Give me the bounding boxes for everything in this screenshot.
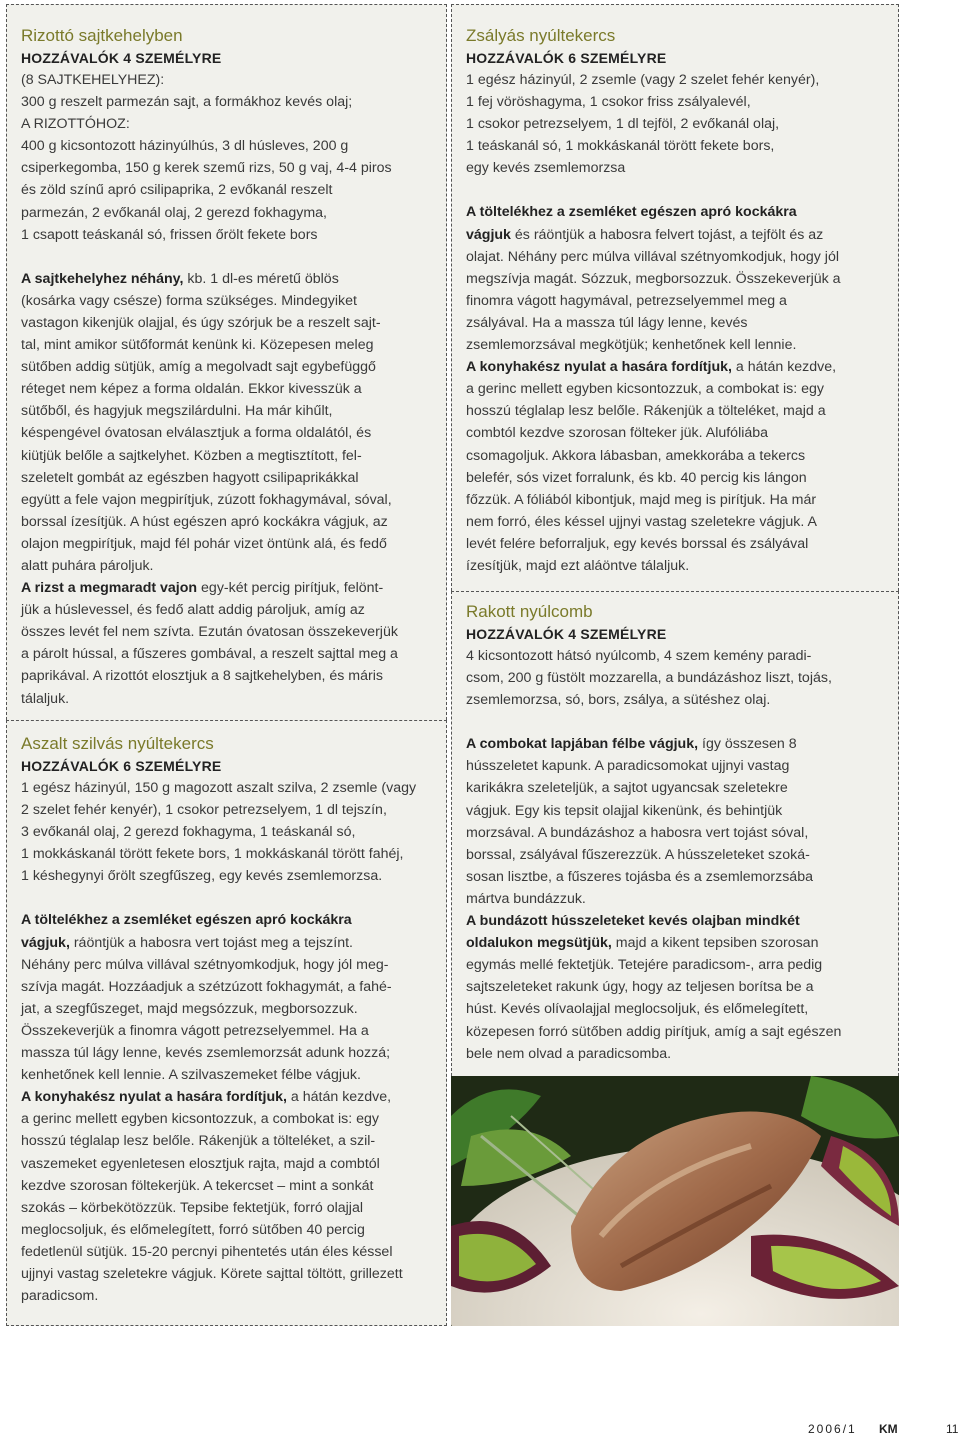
ingredient-line: 1 csokor petrezselyem, 1 dl tejföl, 2 evőkanál olaj, xyxy=(466,116,780,133)
method-text-run: karikákra szeleteljük, a sajtot ugyancsak szeletekre xyxy=(466,780,788,797)
method-emphasis: A sajtkehelyhez néhány, xyxy=(21,270,184,287)
method-text-run: bele nem olvad a paradicsomba. xyxy=(466,1045,672,1062)
method-text xyxy=(466,733,884,1064)
method-line xyxy=(21,290,432,312)
recipe-plum-roll xyxy=(6,720,447,1326)
method-line xyxy=(21,489,432,511)
ingredient-line: és zöld színű apró csilipaprika, 2 evőkanál reszelt xyxy=(21,182,333,199)
method-text-run: alatt puhára pároljuk. xyxy=(21,557,154,574)
method-text-run: a párolt hússal, a fűszeres gombával, a reszelt sajttal meg a xyxy=(21,646,398,663)
method-line xyxy=(466,822,884,844)
method-line xyxy=(466,334,884,356)
method-line xyxy=(21,1020,432,1042)
ingredient-line: 1 egész házinyúl, 2 zsemle (vagy 2 szelet fehér kenyér), xyxy=(466,72,820,88)
method-line xyxy=(466,312,884,334)
method-text-run: megszívja magát. Sózzuk, megborsozzuk. Összekeverjük a xyxy=(466,270,841,287)
method-text-run: ízesítjük, majd ezt aláöntve tálaljuk. xyxy=(466,557,690,574)
method-text-run: massza túl lágy lenne, kevés zsemlemorzsát adunk hozzá; xyxy=(21,1045,391,1062)
method-text xyxy=(21,909,432,1307)
method-line xyxy=(466,422,884,444)
method-text-run: a gerinc mellett egyben kicsontozzuk, a combokat is: egy xyxy=(21,1111,380,1128)
method-line xyxy=(21,1042,432,1064)
method-line xyxy=(21,1219,432,1241)
method-line xyxy=(21,909,432,931)
method-line xyxy=(21,1241,432,1263)
method-text-run: nem forró, éles késsel ujjnyi vastag szeletekre vágjuk. A xyxy=(466,513,817,530)
method-text-run: késpengével óvatosan elválasztjuk a forma oldalától, és xyxy=(21,425,372,442)
method-emphasis: oldalukon megsütjük, xyxy=(466,935,612,952)
method-line xyxy=(466,777,884,799)
ingredients-list xyxy=(466,69,884,179)
method-text-run: közepesen forró sütőben addig pirítjuk, amíg a sajt egészen xyxy=(466,1023,842,1040)
method-text-run: sütőből, és hagyjuk megszilárdulni. Ha már kihűlt, xyxy=(21,403,333,420)
recipe-title: Rizottó sajtkehelyben xyxy=(21,26,183,45)
method-line xyxy=(466,755,884,777)
method-line xyxy=(466,844,884,866)
method-text-run: sosan lisztbe, a fűszeres tojásba és a zsemlemorzsába xyxy=(466,868,813,885)
method-text-run: sütőben addig sütjük, amíg a megolvadt sajt egybefüggő xyxy=(21,359,376,376)
magazine-name: KM xyxy=(879,1422,898,1436)
method-text-run: jat, a szegfűszeget, majd megsózzuk, megborsozzuk. xyxy=(21,1000,358,1017)
servings-heading: HOZZÁVALÓK 6 SZEMÉLYRE xyxy=(21,758,222,774)
method-emphasis: vágjuk, xyxy=(21,934,70,951)
method-text-run: meglocsoljuk, és előmelegített, forró sütőben 40 percig xyxy=(21,1221,365,1238)
method-text-run: mártva bundázzuk. xyxy=(466,890,586,907)
method-line xyxy=(21,1064,432,1086)
method-text-run: borssal ízesítjük. A húst egészen apró kockákra vágjuk, az xyxy=(21,513,388,530)
method-text-run: paradicsom. xyxy=(21,1288,99,1305)
ingredient-line: 400 g kicsontozott házinyúlhús, 3 dl húsleves, 200 g xyxy=(21,138,349,155)
method-line xyxy=(466,400,884,422)
method-line xyxy=(466,378,884,400)
method-line xyxy=(466,866,884,888)
method-line xyxy=(466,533,884,555)
method-emphasis: A konyhakész nyulat a hasára fordítjuk, xyxy=(466,359,732,376)
method-line xyxy=(21,1197,432,1219)
method-line xyxy=(21,599,432,621)
method-line xyxy=(466,445,884,467)
method-line xyxy=(21,932,432,954)
method-line xyxy=(466,733,884,755)
method-line xyxy=(21,555,432,577)
method-text-run: (kosárka vagy csésze) forma szükséges. Mindegyiket xyxy=(21,292,357,309)
method-line xyxy=(466,976,884,998)
recipe-title: Aszalt szilvás nyúltekercs xyxy=(21,734,214,753)
method-text-run: majd a kikent tepsiben szorosan xyxy=(611,935,819,952)
method-line xyxy=(21,665,432,687)
method-emphasis: A rizst a megmaradt vajon xyxy=(21,580,198,597)
method-text-run: hosszú téglalap lesz belőle. Rákenjük a tölteléket, majd a xyxy=(466,403,826,420)
ingredient-line: 1 csapott teáskanál só, frissen őrölt fekete bors xyxy=(21,226,318,243)
method-text-run: Összekeverjük a finomra vágott petrezselyemmel. Ha a xyxy=(21,1022,369,1039)
method-line xyxy=(21,954,432,976)
method-text-run: kenhetőnek kell lennie. A szilvaszemeket félbe vágjuk. xyxy=(21,1067,361,1084)
method-text-run: jük a húslevessel, és fedő alatt addig pároljuk, amíg az xyxy=(21,602,365,619)
method-line xyxy=(466,800,884,822)
method-text-run: paprikával. A rizottót elosztjuk a 8 sajtkehelyben, és máris xyxy=(21,668,383,685)
method-text-run: kb. 1 dl-es méretű öblös xyxy=(183,270,339,287)
method-line xyxy=(21,1086,432,1108)
method-line xyxy=(466,201,884,223)
ingredient-line: 4 kicsontozott hátsó nyúlcomb, 4 szem kemény paradi- xyxy=(466,648,812,664)
ingredient-line: 3 evőkanál olaj, 2 gerezd fokhagyma, 1 teáskanál só, xyxy=(21,824,356,841)
method-text-run: főzzük. A fóliából kibontjuk, majd meg is pirítjuk. Ha már xyxy=(466,491,817,508)
ingredient-line: 2 szelet fehér kenyér), 1 csokor petrezselyem, 1 dl tejszín, xyxy=(21,802,387,819)
servings-heading: HOZZÁVALÓK 4 SZEMÉLYRE xyxy=(466,626,667,642)
servings-heading: HOZZÁVALÓK 4 SZEMÉLYRE xyxy=(21,50,222,66)
method-line xyxy=(21,577,432,599)
method-text-run: hússzeletet kapunk. A paradicsomokat ujjnyi vastag xyxy=(466,758,790,775)
method-text-run: Néhány perc múlva villával szétnyomkodjuk, hogy jól meg- xyxy=(21,956,389,973)
recipe-sage-roll xyxy=(451,4,899,591)
ingredients-list xyxy=(21,777,432,887)
method-text xyxy=(21,268,432,710)
method-text-run: zsályával. Ha a massza túl lágy lenne, kevés xyxy=(466,314,748,331)
ingredients-list xyxy=(21,69,432,246)
method-line xyxy=(21,1130,432,1152)
method-text-run: finomra vágott hagymával, petrezselyemmel meg a xyxy=(466,292,787,309)
method-line xyxy=(21,1153,432,1175)
method-line xyxy=(21,445,432,467)
method-text-run: és ráöntjük a habosra felvert tojást, a tejfölt és az xyxy=(510,226,824,243)
method-line xyxy=(21,511,432,533)
method-line xyxy=(466,998,884,1020)
method-text-run: vágjuk. Egy kis tepsit olajjal kikenünk, és behintjük xyxy=(466,802,783,819)
method-line xyxy=(466,356,884,378)
recipe-layered-leg xyxy=(451,591,899,1076)
method-line xyxy=(466,1043,884,1065)
method-line xyxy=(466,268,884,290)
ingredient-line: zsemlemorzsa, só, bors, zsálya, a sütéshez olaj. xyxy=(466,692,771,709)
method-text-run: belefér, sós vizet forralunk, és kb. 40 percig kis lángon xyxy=(466,469,807,486)
method-text-run: egy-két percig pirítjuk, felönt- xyxy=(197,580,384,597)
method-text-run: combtól kezdve szorosan fölteker jük. Alufóliába xyxy=(466,425,769,442)
method-text-run: így összesen 8 xyxy=(698,736,797,753)
method-text-run: borssal, zsályával fűszerezzük. A hússzeleteket szoká- xyxy=(466,846,810,863)
method-line xyxy=(21,1263,432,1285)
ingredient-line: egy kevés zsemlemorzsa xyxy=(466,160,626,177)
method-text-run: zsemlemorzsával megkötjük; kenhetőnek kell lennie. xyxy=(466,337,797,354)
method-text xyxy=(466,201,884,577)
method-text-run: szeletelt gombát az egészben hagyott csilipaprikákkal xyxy=(21,469,359,486)
ingredient-line: csiperkegomba, 150 g kerek szemű rizs, 50 g vaj, 4-4 piros xyxy=(21,160,392,177)
ingredient-line: 1 mokkáskanál törött fekete bors, 1 mokkáskanál törött fahéj, xyxy=(21,846,404,863)
method-line xyxy=(21,976,432,998)
ingredient-line: 1 fej vöröshagyma, 1 csokor friss zsályalevél, xyxy=(466,94,751,111)
servings-heading: HOZZÁVALÓK 6 SZEMÉLYRE xyxy=(466,50,667,66)
method-line xyxy=(466,489,884,511)
ingredient-line: 1 késhegynyi őrölt szegfűszeg, egy kevés zsemlemorzsa. xyxy=(21,868,383,885)
method-line xyxy=(466,910,884,932)
method-line xyxy=(21,378,432,400)
issue-number: 2006/1 xyxy=(808,1422,857,1436)
method-text-run: tal, mint amikor sütőformát kenünk ki. Közepesen meleg xyxy=(21,337,374,354)
method-text-run: egymás mellé fektetjük. Tetejére paradicsom-, arra pedig xyxy=(466,957,823,974)
method-text-run: csomagoljuk. Akkora lábasban, amekkorába a tekercs xyxy=(466,447,806,464)
method-emphasis: A töltelékhez a zsemléket egészen apró kockákra xyxy=(21,912,352,929)
ingredient-line: 300 g reszelt parmezán sajt, a formákhoz kevés olaj; xyxy=(21,94,353,111)
method-text-run: levét felére beforraljuk, egy kevés borssal és zsályával xyxy=(466,535,809,552)
ingredient-line: A RIZOTTÓHOZ: xyxy=(21,116,130,133)
method-line xyxy=(21,1285,432,1307)
method-line xyxy=(466,246,884,268)
method-line xyxy=(21,334,432,356)
ingredient-line: (8 SAJTKEHELYHEZ): xyxy=(21,72,165,88)
method-text-run: sajtszeleteket rakunk úgy, hogy az teljesen borítsa be a xyxy=(466,979,814,996)
method-text-run: kezdve szorosan föltekerjük. A tekercset – mint a sonkát xyxy=(21,1177,374,1194)
method-text-run: olajat. Néhány perc múlva villával szétnyomkodjuk, hogy jól xyxy=(466,248,839,265)
ingredient-line: parmezán, 2 evőkanál olaj, 2 gerezd fokhagyma, xyxy=(21,204,328,221)
method-line xyxy=(21,400,432,422)
method-line xyxy=(21,533,432,555)
method-line xyxy=(21,998,432,1020)
method-line xyxy=(466,511,884,533)
method-line xyxy=(466,290,884,312)
ingredient-line: 1 teáskanál só, 1 mokkáskanál törött fekete bors, xyxy=(466,138,775,155)
method-line xyxy=(21,1108,432,1130)
method-text-run: kiütjük belőle a sajtkelyhet. Közben a megtisztított, fel- xyxy=(21,447,362,464)
food-photo xyxy=(451,1076,899,1326)
method-text-run: szokás – körbekötözzük. Tepsibe fektetjük, forró olajjal xyxy=(21,1199,363,1216)
method-text-run: vaszemeket egyenletesen elosztjuk rajta, majd a combtól xyxy=(21,1155,380,1172)
recipe-title: Rakott nyúlcomb xyxy=(466,602,593,621)
method-line xyxy=(21,356,432,378)
method-text-run: vastagon kikenjük olajjal, és úgy szórjuk be a reszelt sajt- xyxy=(21,314,381,331)
method-text-run: morzsával. A bundázáshoz a habosra vert tojást sóval, xyxy=(466,824,809,841)
recipe-title: Zsályás nyúltekercs xyxy=(466,26,616,45)
method-text-run: összes levét fel nem szívta. Ezután óvatosan összekeverjük xyxy=(21,624,398,641)
method-text-run: ráöntjük a habosra vert tojást meg a tejszínt. xyxy=(69,934,353,951)
method-line xyxy=(466,888,884,910)
ingredient-line: 1 egész házinyúl, 150 g magozott aszalt szilva, 2 zsemle (vagy xyxy=(21,780,417,796)
method-text-run: a hátán kezdve, xyxy=(286,1089,392,1106)
method-line xyxy=(21,688,432,710)
method-line xyxy=(466,467,884,489)
method-line xyxy=(466,1021,884,1043)
method-line xyxy=(21,312,432,334)
method-text-run: tálaljuk. xyxy=(21,690,70,707)
method-text-run: réteget nem képez a forma oldalán. Ekkor kivesszük a xyxy=(21,381,362,398)
method-emphasis: A konyhakész nyulat a hasára fordítjuk, xyxy=(21,1089,287,1106)
method-line xyxy=(21,422,432,444)
method-line xyxy=(466,954,884,976)
page-number: 11 xyxy=(946,1422,959,1436)
ingredient-line: csom, 200 g füstölt mozzarella, a bundázáshoz liszt, tojás, xyxy=(466,670,832,687)
method-emphasis: A combokat lapjában félbe vágjuk, xyxy=(466,736,699,753)
method-text-run: szívja magát. Hozzáadjuk a szétzúzott fokhagymát, a fahé- xyxy=(21,978,392,995)
method-line xyxy=(466,555,884,577)
method-line xyxy=(21,268,432,290)
recipe-risotto xyxy=(6,4,447,720)
method-emphasis: A töltelékhez a zsemléket egészen apró kockákra xyxy=(466,204,797,221)
method-text-run: ujjnyi vastag szeletekre vágjuk. Körete sajttal töltött, grillezett xyxy=(21,1265,403,1282)
method-text-run: húst. Kevés olívaolajjal meglocsoljuk, és előmelegített, xyxy=(466,1001,809,1018)
method-line xyxy=(466,932,884,954)
method-emphasis: vágjuk xyxy=(466,226,511,243)
method-text-run: a gerinc mellett egyben kicsontozzuk, a combokat is: egy xyxy=(466,381,825,398)
ingredients-list xyxy=(466,645,884,711)
method-text-run: együtt a fele vajon megpirítjuk, zúzott fokhagymával, sóval, xyxy=(21,491,392,508)
method-text-run: olajon megpirítjuk, majd fél pohár vizet öntünk alá, és fedő xyxy=(21,535,387,552)
method-line xyxy=(21,467,432,489)
rabbit-roll-image xyxy=(451,1076,899,1326)
method-emphasis: A bundázott hússzeleteket kevés olajban mindkét xyxy=(466,913,800,930)
method-text-run: hosszú téglalap lesz belőle. Rákenjük a tölteléket, a szil- xyxy=(21,1133,376,1150)
method-line xyxy=(466,224,884,246)
method-text-run: fedetlenül sütjük. 15-20 percnyi pihentetés után éles késsel xyxy=(21,1243,393,1260)
method-line xyxy=(21,1175,432,1197)
method-line xyxy=(21,643,432,665)
method-text-run: a hátán kezdve, xyxy=(731,359,837,376)
method-line xyxy=(21,621,432,643)
